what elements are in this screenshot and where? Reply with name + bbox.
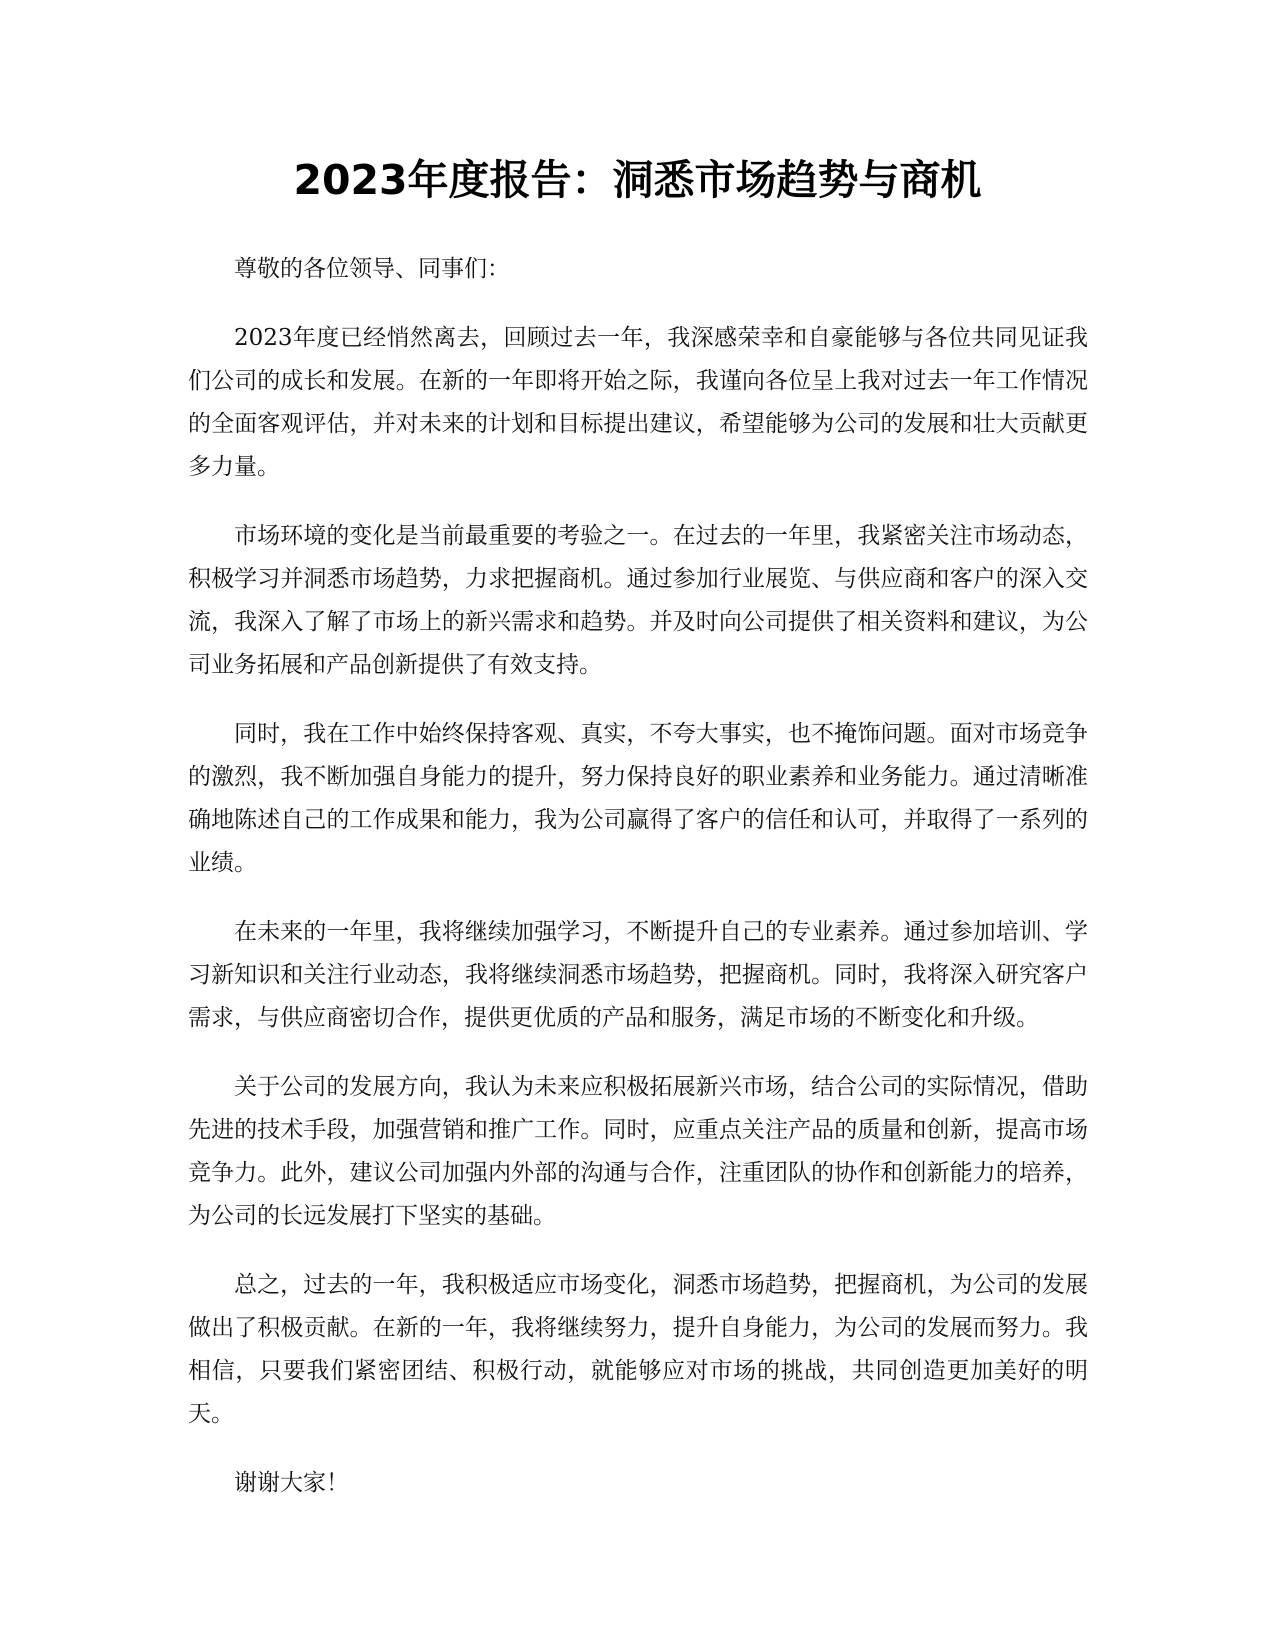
paragraph: 市场环境的变化是当前最重要的考验之一。在过去的一年里，我紧密关注市场动态，积极学习并洞悉市场趋势，力求把握商机。通过参加行业展览、与供应商和客户的深入交流，我深入了解了市场上的新兴需求和趋势。并及时向公司提供了相关资料和建议，为公司业务拓展和产品创新提供了有效支持。 <box>188 523 1088 678</box>
paragraph: 在未来的一年里，我将继续加强学习，不断提升自己的专业素养。通过参加培训、学习新知识和关注行业动态，我将继续洞悉市场趋势，把握商机。同时，我将深入研究客户需求，与供应商密切合作，提供更优质的产品和服务，满足市场的不断变化和升级。 <box>188 919 1088 1031</box>
closing: 谢谢大家！ <box>234 1470 349 1496</box>
paragraph: 2023年度已经悄然离去，回顾过去一年，我深感荣幸和自豪能够与各位共同见证我们公司的成长和发展。在新的一年即将开始之际，我谨向各位呈上我对过去一年工作情况的全面客观评估，并对未来的计划和目标提出建议，希望能够为公司的发展和壮大贡献更多力量。 <box>188 325 1088 480</box>
paragraph: 同时，我在工作中始终保持客观、真实，不夸大事实，也不掩饰问题。面对市场竞争的激烈，我不断加强自身能力的提升，努力保持良好的职业素养和业务能力。通过清晰准确地陈述自己的工作成果和能力，我为公司赢得了客户的信任和认可，并取得了一系列的业绩。 <box>188 721 1088 876</box>
paragraph: 关于公司的发展方向，我认为未来应积极拓展新兴市场，结合公司的实际情况，借助先进的技术手段，加强营销和推广工作。同时，应重点关注产品的质量和创新，提高市场竞争力。此外，建议公司加强内外部的沟通与合作，注重团队的协作和创新能力的培养，为公司的长远发展打下坚实的基础。 <box>188 1074 1088 1229</box>
document-body <box>188 248 1088 1531</box>
paragraph: 总之，过去的一年，我积极适应市场变化，洞悉市场趋势，把握商机，为公司的发展做出了积极贡献。在新的一年，我将继续努力，提升自身能力，为公司的发展而努力。我相信，只要我们紧密团结、积极行动，就能够应对市场的挑战，共同创造更加美好的明天。 <box>188 1272 1088 1427</box>
salutation: 尊敬的各位领导、同事们： <box>234 256 510 282</box>
document-title: 2023年度报告：洞悉市场趋势与商机 <box>293 156 982 204</box>
